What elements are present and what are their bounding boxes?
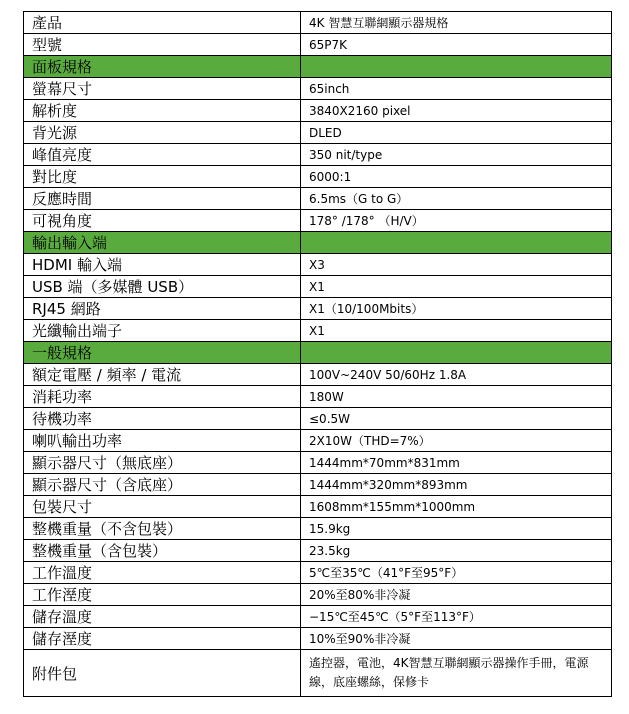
spec-row bbox=[24, 518, 612, 540]
section-header-panel bbox=[24, 56, 612, 78]
spec-value: X1（10/100Mbits） bbox=[301, 298, 612, 320]
spec-key: 產品 bbox=[24, 12, 301, 34]
section-title: 輸出輸入端 bbox=[24, 232, 301, 254]
spec-value: 65inch bbox=[301, 78, 612, 100]
spec-key: 解析度 bbox=[24, 100, 301, 122]
spec-value: 20%至80%非冷凝 bbox=[301, 584, 612, 606]
spec-key: 型號 bbox=[24, 34, 301, 56]
spec-value: 178° /178° （H/V） bbox=[301, 210, 612, 232]
spec-value: 65P7K bbox=[301, 34, 612, 56]
spec-row bbox=[24, 364, 612, 386]
spec-value: 1444mm*70mm*831mm bbox=[301, 452, 612, 474]
spec-key: 附件包 bbox=[24, 650, 301, 697]
spec-key: RJ45 網路 bbox=[24, 298, 301, 320]
section-header-io bbox=[24, 232, 612, 254]
spec-key: 顯示器尺寸（含底座） bbox=[24, 474, 301, 496]
spec-value: 1608mm*155mm*1000mm bbox=[301, 496, 612, 518]
spec-row bbox=[24, 122, 612, 144]
section-title: 一般規格 bbox=[24, 342, 301, 364]
spec-row bbox=[24, 166, 612, 188]
spec-key: 消耗功率 bbox=[24, 386, 301, 408]
spec-key: 儲存溫度 bbox=[24, 606, 301, 628]
spec-key: 整機重量（含包裝） bbox=[24, 540, 301, 562]
spec-value: 15.9kg bbox=[301, 518, 612, 540]
spec-table bbox=[23, 11, 612, 697]
spec-row bbox=[24, 606, 612, 628]
spec-row bbox=[24, 276, 612, 298]
spec-value: X1 bbox=[301, 320, 612, 342]
spec-row bbox=[24, 452, 612, 474]
section-title: 面板規格 bbox=[24, 56, 301, 78]
spec-value: 100V~240V 50/60Hz 1.8A bbox=[301, 364, 612, 386]
spec-row bbox=[24, 584, 612, 606]
spec-row bbox=[24, 474, 612, 496]
spec-value: 10%至90%非冷凝 bbox=[301, 628, 612, 650]
section-fill bbox=[301, 342, 612, 364]
spec-key: 整機重量（不含包裝） bbox=[24, 518, 301, 540]
spec-value: 6000:1 bbox=[301, 166, 612, 188]
spec-value: 1444mm*320mm*893mm bbox=[301, 474, 612, 496]
spec-row bbox=[24, 298, 612, 320]
spec-value: X3 bbox=[301, 254, 612, 276]
spec-row bbox=[24, 562, 612, 584]
spec-value: 350 nit/type bbox=[301, 144, 612, 166]
spec-row bbox=[24, 78, 612, 100]
spec-row bbox=[24, 496, 612, 518]
spec-value: 遙控器，電池，4K智慧互聯網顯示器操作手冊，電源線，底座螺絲，保修卡 bbox=[301, 650, 612, 697]
spec-key: 包裝尺寸 bbox=[24, 496, 301, 518]
spec-value: 180W bbox=[301, 386, 612, 408]
spec-value: 6.5ms（G to G） bbox=[301, 188, 612, 210]
spec-key: 螢幕尺寸 bbox=[24, 78, 301, 100]
spec-key: 反應時間 bbox=[24, 188, 301, 210]
spec-key: 儲存溼度 bbox=[24, 628, 301, 650]
spec-row-accessories bbox=[24, 650, 612, 697]
spec-row bbox=[24, 144, 612, 166]
spec-key: 額定電壓 / 頻率 / 電流 bbox=[24, 364, 301, 386]
section-fill bbox=[301, 56, 612, 78]
spec-value: 2X10W（THD=7%） bbox=[301, 430, 612, 452]
spec-key: 顯示器尺寸（無底座） bbox=[24, 452, 301, 474]
spec-value: ≤0.5W bbox=[301, 408, 612, 430]
spec-key: 光纖輸出端子 bbox=[24, 320, 301, 342]
spec-row bbox=[24, 100, 612, 122]
spec-key: 工作溼度 bbox=[24, 584, 301, 606]
spec-key: 峰值亮度 bbox=[24, 144, 301, 166]
spec-row bbox=[24, 254, 612, 276]
spec-key: 對比度 bbox=[24, 166, 301, 188]
spec-key: 工作溫度 bbox=[24, 562, 301, 584]
spec-value: 3840X2160 pixel bbox=[301, 100, 612, 122]
spec-key: USB 端（多媒體 USB） bbox=[24, 276, 301, 298]
spec-key: 背光源 bbox=[24, 122, 301, 144]
section-fill bbox=[301, 232, 612, 254]
spec-row bbox=[24, 320, 612, 342]
spec-key: HDMI 輸入端 bbox=[24, 254, 301, 276]
section-header-general bbox=[24, 342, 612, 364]
spec-key: 待機功率 bbox=[24, 408, 301, 430]
spec-row bbox=[24, 430, 612, 452]
spec-value: 23.5kg bbox=[301, 540, 612, 562]
spec-value: X1 bbox=[301, 276, 612, 298]
spec-row bbox=[24, 210, 612, 232]
spec-value: DLED bbox=[301, 122, 612, 144]
spec-row bbox=[24, 188, 612, 210]
spec-row-model bbox=[24, 34, 612, 56]
spec-row bbox=[24, 408, 612, 430]
spec-key: 可視角度 bbox=[24, 210, 301, 232]
spec-key: 喇叭輸出功率 bbox=[24, 430, 301, 452]
spec-row-product bbox=[24, 12, 612, 34]
spec-value: 5℃至35℃（41°F至95°F） bbox=[301, 562, 612, 584]
spec-row bbox=[24, 540, 612, 562]
spec-value: −15℃至45℃（5°F至113°F） bbox=[301, 606, 612, 628]
spec-value: 4K 智慧互聯網顯示器規格 bbox=[301, 12, 612, 34]
spec-row bbox=[24, 386, 612, 408]
spec-row bbox=[24, 628, 612, 650]
